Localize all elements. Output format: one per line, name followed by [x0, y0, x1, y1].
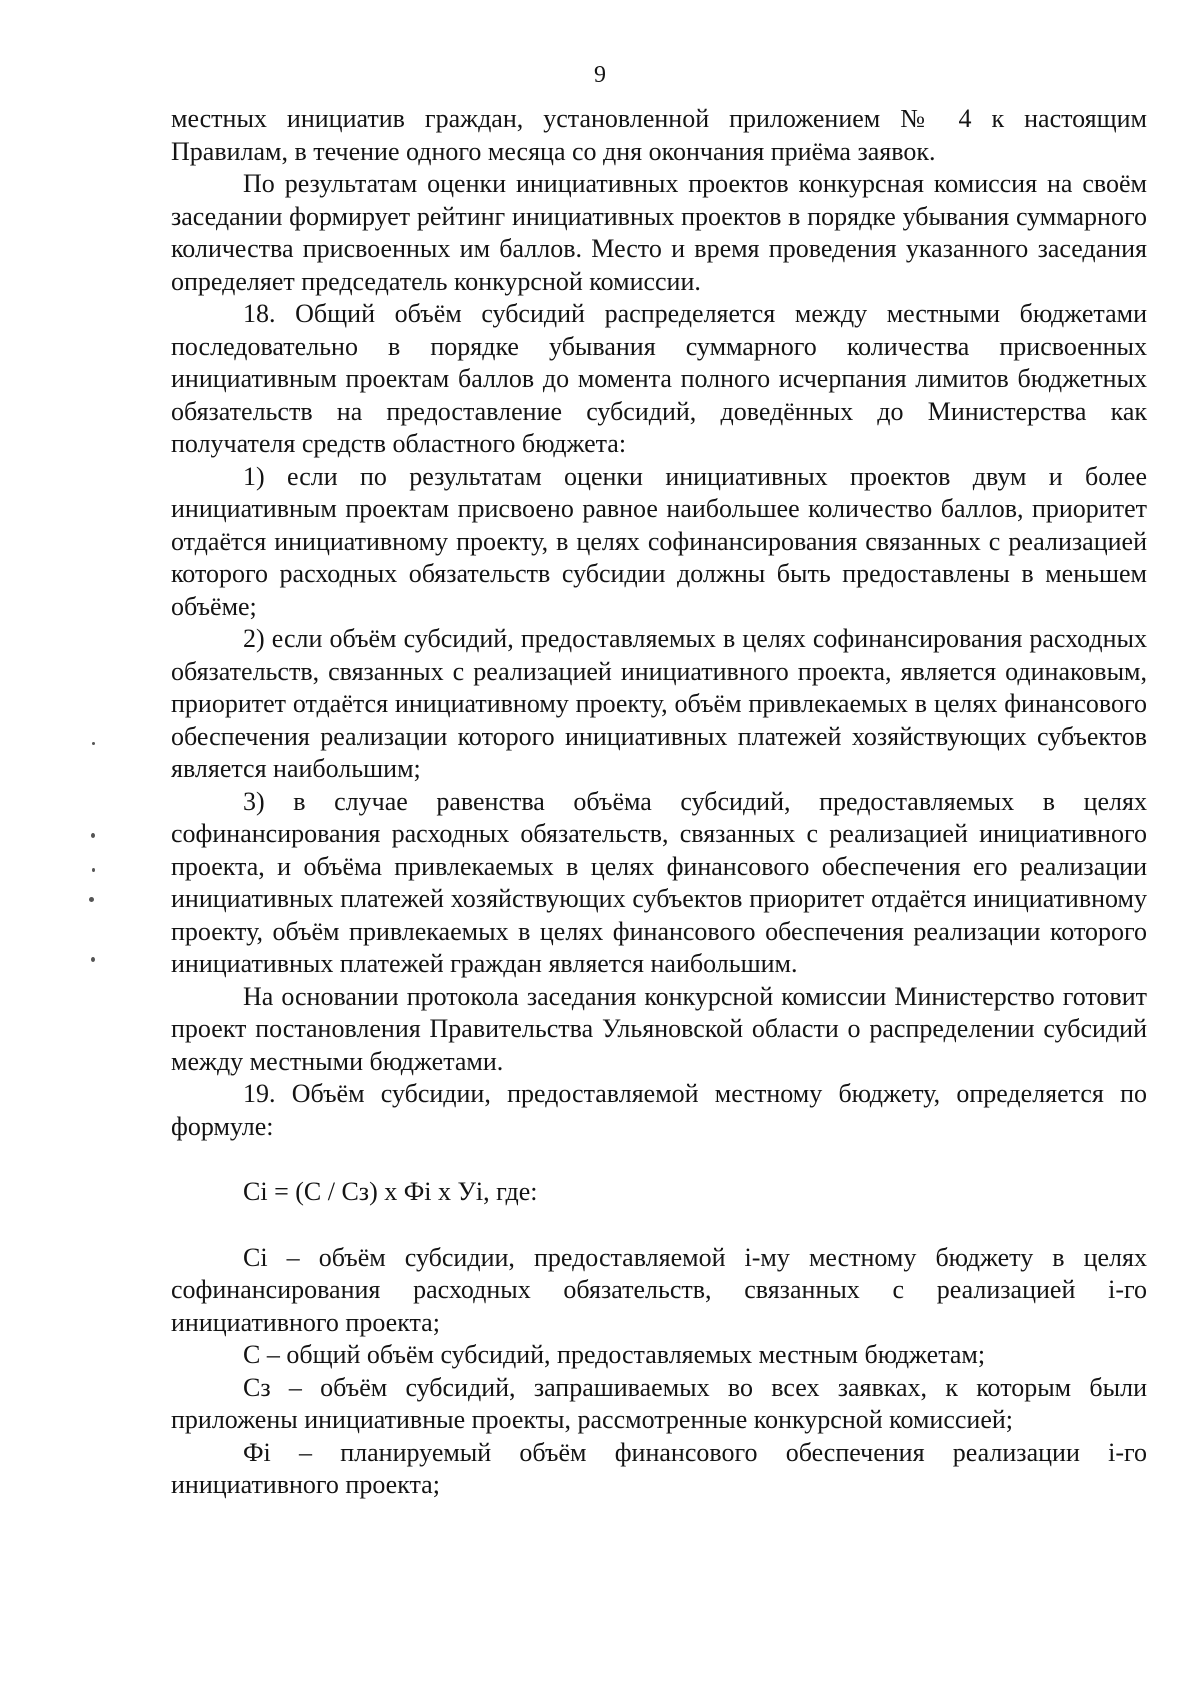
paragraph-item-1: 1) если по результатам оценки инициативных проектов двум и более инициативным проектам присвоено равное наибольшее количество баллов, приоритет отдаётся инициативному проекту, в целях софинансирования связанных с реализацией которого расходных обязательств субсидии должны быть предоставлены в меньшем объёме; — [171, 461, 1147, 621]
scan-speck — [92, 742, 95, 745]
paragraph-clause-19: 19. Объём субсидии, предоставляемой местному бюджету, определяется по формуле: — [171, 1079, 1147, 1141]
paragraph-clause-18: 18. Общий объём субсидий распределяется между местными бюджетами последовательно в порядке убывания суммарного количества присвоенных инициативным проектам баллов до момента полного исчерпания лимитов бюджетных обязательств на предоставление субсидий, доведённых до Министерства как получателя средств областного бюджета: — [171, 299, 1147, 458]
definition-cz: Сз – объём субсидий, запрашиваемых во всех заявках, к которым были приложены инициативные проекты, рассмотренные конкурсной комиссией; — [171, 1372, 1147, 1434]
paragraph-rating: По результатам оценки инициативных проектов конкурсная комиссия на своём заседании формирует рейтинг инициативных проектов в порядке убывания суммарного количества присвоенных им баллов. Место и время проведения указанного заседания определяет председатель конкурсной комиссии. — [171, 169, 1147, 296]
definition-fi: Фi – планируемый объём финансового обеспечения реализации i-го инициативного проекта; — [171, 1437, 1147, 1499]
formula: Ci = (С / Сз) х Фi х Уi, где: — [243, 1177, 538, 1206]
scan-speck — [91, 833, 95, 838]
scan-speck — [92, 868, 95, 872]
page-number: 9 — [594, 62, 606, 88]
scan-speck — [91, 957, 95, 962]
paragraph-item-2: 2) если объём субсидий, предоставляемых в целях софинансирования расходных обязательств, связанных с реализацией инициативного проекта, является одинаковым, приоритет отдаётся инициативному проекту, объём привлекаемых в целях финансового обеспечения реализации которого инициативных платежей хозяйствующих субъектов является наибольшим; — [171, 624, 1147, 783]
paragraph-continuation: местных инициатив граждан, установленной приложением № 4 к настоящим Правилам, в течение одного месяца со дня окончания приёма заявок. — [171, 104, 1147, 166]
definition-c: С – общий объём субсидий, предоставляемых местным бюджетам; — [243, 1340, 986, 1369]
paragraph-protocol: На основании протокола заседания конкурсной комиссии Министерство готовит проект постановления Правительства Ульяновской области о распределении субсидий между местными бюджетами. — [171, 981, 1147, 1076]
scan-speck — [89, 897, 94, 902]
paragraph-item-3: 3) в случае равенства объёма субсидий, предоставляемых в целях софинансирования расходных обязательств, связанных с реализацией инициативного проекта, и объёма привлекаемых в целях финансового обеспечения его реализации инициативных платежей хозяйствующих субъектов приоритет отдаётся инициативному проекту, объём привлекаемых в целях финансового обеспечения реализации которого инициативных платежей граждан является наибольшим. — [171, 786, 1147, 978]
document-body — [171, 103, 1147, 1502]
definition-ci: Ci – объём субсидии, предоставляемой i-му местному бюджету в целях софинансирования расходных обязательств, связанных с реализацией i-го инициативного проекта; — [171, 1242, 1147, 1337]
